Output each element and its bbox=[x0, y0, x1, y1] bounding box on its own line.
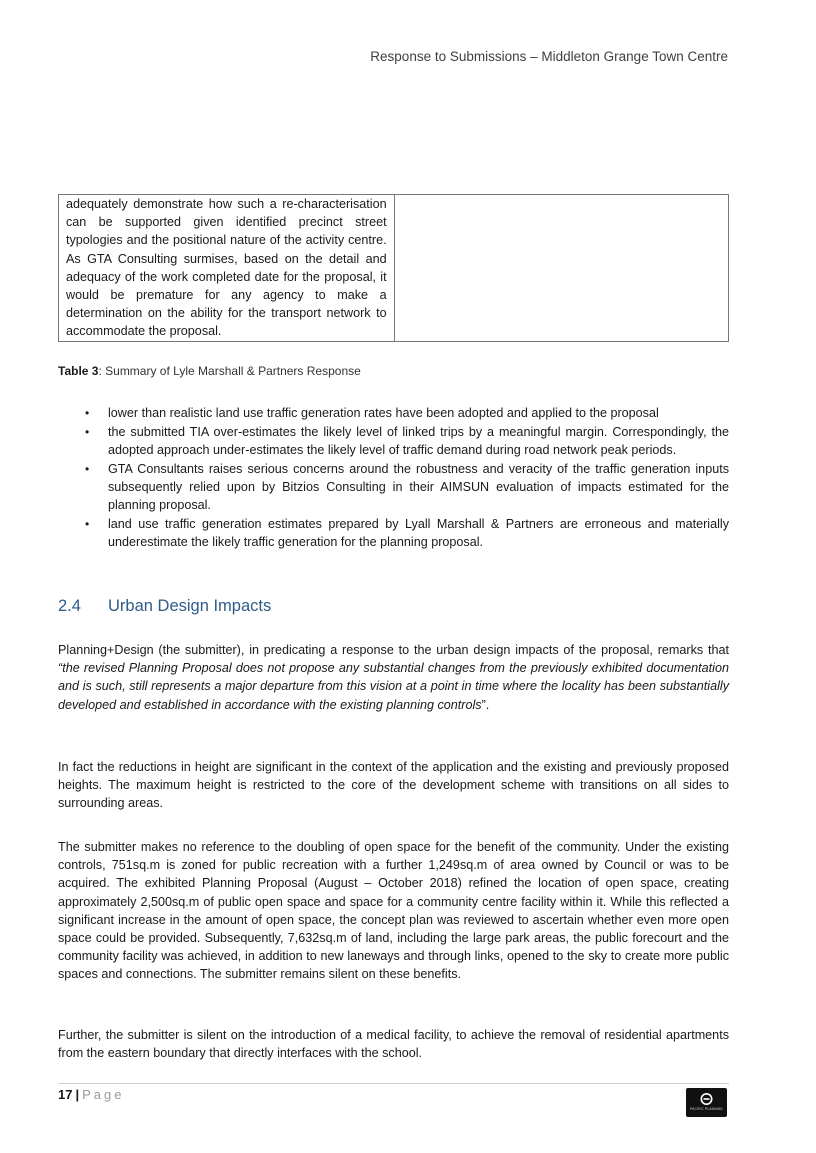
list-item bbox=[58, 516, 729, 551]
page-label: Page bbox=[82, 1087, 125, 1102]
list-item-text: lower than realistic land use traffic generation rates have been adopted and applied to the proposal bbox=[108, 406, 659, 420]
bullet-icon: • bbox=[85, 406, 90, 420]
paragraph-medical-facility: Further, the submitter is silent on the introduction of a medical facility, to achieve the removal of residential apartments from the eastern boundary that directly interfaces with the school. bbox=[58, 1028, 729, 1061]
list-item-text: the submitted TIA over-estimates the likely level of linked trips by a meaningful margin. Correspondingly, the adopted approach under-estimates the likely level of traffic demand during road network peak periods. bbox=[108, 425, 729, 457]
summary-table-continuation bbox=[58, 194, 729, 342]
company-logo bbox=[686, 1088, 727, 1117]
bullet-list bbox=[58, 405, 729, 553]
page-number-value: 17 bbox=[58, 1087, 73, 1102]
table-cell-left: adequately demonstrate how such a re-characterisation can be supported given identified precinct street typologies and the positional nature of the activity centre. As GTA Consulting surmises, based on the detail and adequacy of the work completed date for the proposal, it would be premature for any agency to make a determination on the ability for the transport network to accommodate the proposal. bbox=[59, 195, 395, 342]
paragraph-lead: Planning+Design (the submitter), in predicating a response to the urban design impacts of the proposal, remarks that bbox=[58, 643, 729, 657]
table-caption-label: Table 3 bbox=[58, 364, 99, 378]
page-separator: | bbox=[75, 1087, 80, 1102]
logo-text: PACIFIC PLANNING bbox=[690, 1107, 723, 1111]
table-caption-text: : Summary of Lyle Marshall & Partners Response bbox=[98, 364, 361, 378]
bullet-icon: • bbox=[85, 425, 90, 440]
section-title: Urban Design Impacts bbox=[108, 597, 272, 615]
list-item bbox=[58, 424, 729, 459]
bullet-icon: • bbox=[85, 516, 90, 531]
bullet-icon: • bbox=[85, 462, 90, 477]
section-number: 2.4 bbox=[58, 597, 81, 615]
running-header: Response to Submissions – Middleton Grange Town Centre bbox=[370, 49, 728, 64]
list-item-text: land use traffic generation estimates prepared by Lyall Marshall & Partners are erroneous and materially underestimate the likely traffic generation for the planning proposal. bbox=[108, 516, 729, 549]
table-row bbox=[59, 195, 729, 342]
paragraph-quote: “the revised Planning Proposal does not propose any substantial changes from the previously exhibited documentation and is such, still represents a major departure from this vision at a point in time where the locality has been substantially developed and established in accordance with the existing planning controls bbox=[58, 661, 729, 712]
paragraph-tail: ”. bbox=[481, 697, 490, 712]
list-item bbox=[58, 461, 729, 514]
table-caption bbox=[58, 364, 361, 378]
paragraph-submitter-remarks bbox=[58, 641, 729, 714]
page-number bbox=[58, 1087, 124, 1102]
logo-mark-icon bbox=[686, 1088, 727, 1117]
list-item bbox=[58, 405, 729, 423]
footer-divider bbox=[58, 1083, 729, 1084]
table-cell-right bbox=[394, 195, 728, 342]
section-heading bbox=[58, 597, 271, 616]
paragraph-height-reductions: In fact the reductions in height are significant in the context of the application and the existing and previously proposed heights. The maximum height is restricted to the core of the development scheme with transitions on all sides to surrounding areas. bbox=[58, 760, 729, 811]
list-item-text: GTA Consultants raises serious concerns around the robustness and veracity of the traffic generation inputs subsequently relied upon by Bitzios Consulting in their AIMSUN evaluation of impacts estimated for the planning proposal. bbox=[108, 462, 729, 512]
paragraph-open-space: The submitter makes no reference to the doubling of open space for the benefit of the community. Under the existing controls, 751sq.m is zoned for public recreation with a further 1,249sq.m of area owned by Council or was to be acquired. The exhibited Planning Proposal (August – October 2018) refined the location of open space, creating approximately 2,500sq.m of public open space and space for a community centre facility within it. While this reflected a significant increase in the amount of open space, the concept plan was reviewed to ascertain whether even more open space could be provided. Subsequently, 7,632sq.m of land, including the large park areas, the public forecourt and the community facility was achieved, in addition to new laneways and through links, opened to the sky to create more public spaces and connections. The submitter remains silent on these benefits. bbox=[58, 840, 729, 982]
